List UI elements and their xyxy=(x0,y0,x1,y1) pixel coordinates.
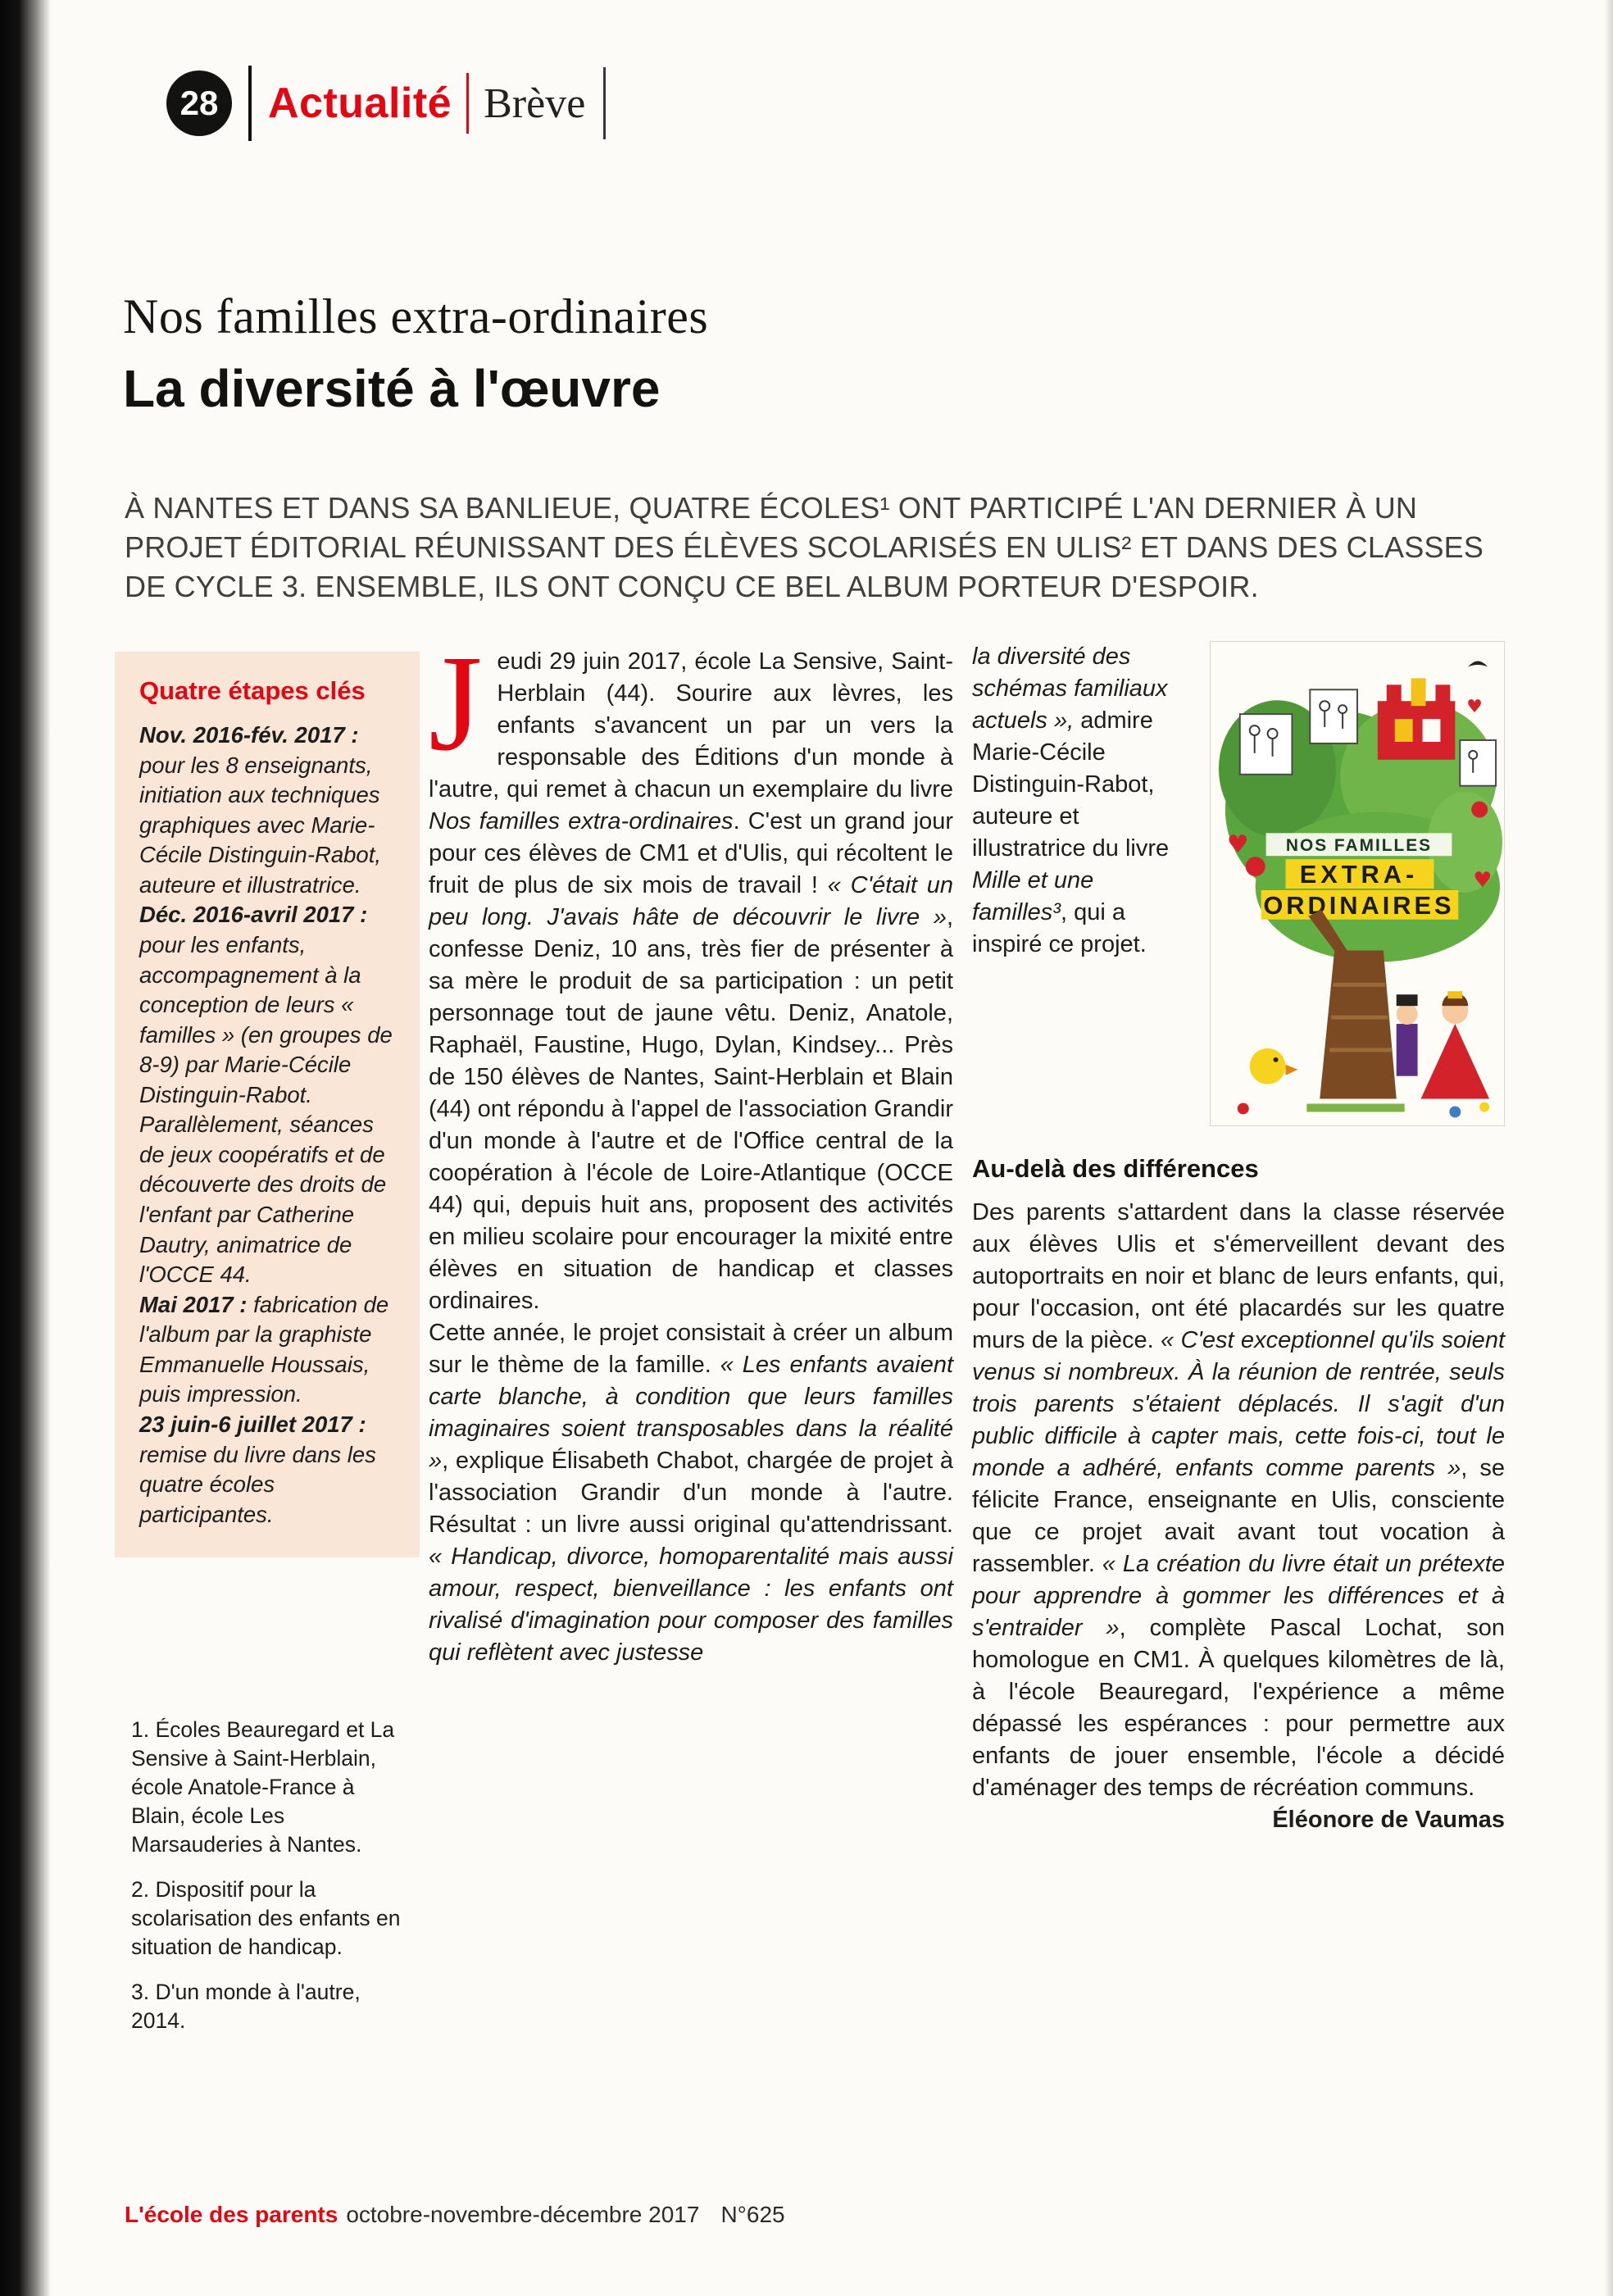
text-segment: « Les enfants avaient carte blanche, à condition que leurs familles imaginaires soient transposables dans la réalité » xyxy=(429,1352,954,1474)
text-segment: « C'était un peu long. J'avais hâte de découvrir le livre » xyxy=(429,872,954,930)
magazine-name: L'école des parents xyxy=(125,2202,339,2227)
text-segment: , complète Pascal Lochat, son homologue en CM1. À quelques kilomètres de là, à l'école Beauregard, l'expérience a même dépassé les espérances : pour permettre aux enfants de jouer ensemble, l'école a décidé d'aménager des temps de récréation communs. xyxy=(972,1615,1505,1801)
sidebar-title: Quatre étapes clés xyxy=(139,676,366,705)
divider xyxy=(603,67,606,139)
svg-text:♥: ♥ xyxy=(1473,867,1493,893)
step-date: 23 juin-6 juillet 2017 : xyxy=(139,1411,366,1437)
text-segment: « Handicap, divorce, homoparentalité mais aussi amour, respect, bienveillance : les enfants ont rivalisé d'imagination pour composer des familles qui reflètent avec justesse xyxy=(429,1544,953,1666)
magician-figure xyxy=(1397,994,1418,1075)
child-figure xyxy=(1306,1104,1404,1112)
page-number-badge: 28 xyxy=(166,70,232,136)
step-date: Déc. 2016-avril 2017 : xyxy=(139,902,368,928)
cover-series: NOS FAMILLES xyxy=(1285,836,1433,856)
sidebar-step xyxy=(139,900,398,1289)
article-column-right xyxy=(972,641,1505,1836)
svg-text:♥: ♥ xyxy=(1226,830,1249,860)
standfirst: À NANTES ET DANS SA BANLIEUE, QUATRE ÉCOLES¹ ONT PARTICIPÉ L'AN DERNIER À UN PROJET ÉDITORIAL RÉUNISSANT DES ÉLÈVES SCOLARISÉS EN ULIS² ET DANS DES CLASSES DE CYCLE 3. ENSEMBLE, ILS ONT CONÇU CE BEL ALBUM PORTEUR D'ESPOIR. xyxy=(125,491,1484,604)
step-text: fabrication de l'album par la graphiste Emmanuelle Houssais, puis impression. xyxy=(139,1291,389,1407)
castle-illustration xyxy=(1378,678,1455,759)
text-segment: Mille et une familles³ xyxy=(972,867,1094,925)
footnote: 1. Écoles Beauregard et La Sensive à Saint-Herblain, école Anatole-France à Blain, école Les Marsauderies à Nantes. xyxy=(131,1717,395,1857)
section-label: Actualité xyxy=(268,80,452,127)
article-title: La diversité à l'œuvre xyxy=(123,359,661,418)
sidebar-step xyxy=(139,721,398,900)
page-header xyxy=(166,66,606,141)
text-segment: , explique Élisabeth Chabot, chargée de projet à l'association Grandir d'un monde à l'autre. Résultat : un livre aussi original qu'attendrissant. xyxy=(429,1448,953,1538)
sidebar-step xyxy=(139,1290,398,1410)
text-segment: « La création du livre était un prétexte pour apprendre à gommer les différences et à s'entraider » xyxy=(972,1551,1505,1641)
step-text: pour les 8 enseignants, initiation aux techniques graphiques avec Marie-Cécile Distinguin-Rabot, auteure et illustratrice. xyxy=(139,752,381,898)
footnotes xyxy=(131,1716,402,2052)
article-kicker: Nos familles extra-ordinaires xyxy=(123,289,709,343)
cover-title-line2: ORDINAIRES xyxy=(1263,890,1455,920)
svg-text:♥: ♥ xyxy=(1466,697,1483,718)
right-top-row xyxy=(972,641,1505,1126)
step-date: Nov. 2016-fév. 2017 : xyxy=(139,722,359,748)
divider xyxy=(466,73,469,134)
scan-edge-left xyxy=(0,0,51,2296)
issue-number: N°625 xyxy=(720,2202,785,2227)
footnote: 3. D'un monde à l'autre, 2014. xyxy=(131,1979,361,2033)
scan-edge-right xyxy=(1605,0,1613,2296)
paragraph-2 xyxy=(429,1317,953,1669)
divider xyxy=(248,66,252,141)
cover-title-line1: EXTRA- xyxy=(1299,860,1419,889)
cover-title-block xyxy=(1261,833,1459,919)
sidebar-box xyxy=(115,652,420,1557)
sidebar-step xyxy=(139,1410,398,1530)
book-cover xyxy=(1210,641,1505,1126)
text-segment: , qui a inspiré ce projet. xyxy=(972,899,1147,957)
text-segment: Cette année, le projet consistait à créer un album sur le thème de la famille. xyxy=(429,1320,953,1378)
text-segment: Nos familles extra-ordinaires xyxy=(429,808,734,834)
step-text: pour les enfants, accompagnement à la conception de leurs « familles » (en groupes de 8-9) par Marie-Cécile Distinguin-Rabot. Parallèlement, séances de jeux coopératifs et de découverte des droits de l'enfant par Catherine Dautry, animatrice de l'OCCE 44. xyxy=(139,931,393,1288)
text-segment: , se félicite France, enseignante en Ulis, consciente que ce projet avait avant tout vocation à rassembler. xyxy=(972,1455,1505,1577)
quote-continuation xyxy=(972,641,1188,1126)
subsection-label: Brève xyxy=(484,80,586,127)
footnote: 2. Dispositif pour la scolarisation des enfants en situation de handicap. xyxy=(131,1876,401,1959)
paragraph-3 xyxy=(972,1197,1505,1833)
drop-cap: J xyxy=(429,627,483,780)
text-segment: « C'est exceptionnel qu'ils soient venus si nombreux. À la réunion de rentrée, seuls trois parents s'étaient déplacés. Il s'agit d'un public difficile à capter mais, cette fois-ci, tout le monde a adhéré, enfants comme parents » xyxy=(972,1327,1505,1481)
issue-date: octobre-novembre-décembre 2017 xyxy=(346,2202,700,2227)
text-segment: , confesse Deniz, 10 ans, très fier de présenter à sa mère le produit de sa participation : un petit personnage tout de jaune vêtu. Deniz, Anatole, Raphaël, Faustine, Hugo, Dylan, Kindsey... Près de 150 élèves de Nantes, Saint-Herblain et Blain (44) ont répondu à l'appel de l'association Grandir d'un monde à l'autre et de l'Office central de la coopération à l'école de Loire-Atlantique (OCCE 44) qui, depuis huit ans, proposent des activités en milieu scolaire pour encourager la mixité entre élèves en situation de handicap et classes ordinaires. xyxy=(429,904,953,1314)
title-block xyxy=(123,289,708,419)
text-segment: la diversité des schémas familiaux actuels », xyxy=(972,643,1168,734)
page-footer xyxy=(125,2202,785,2228)
text-segment: . C'est un grand jour pour ces élèves de CM1 et d'Ulis, qui récoltent le fruit de plus de six mois de travail ! xyxy=(429,808,953,898)
step-date: Mai 2017 : xyxy=(139,1291,248,1317)
paragraph-1 xyxy=(429,627,954,1317)
text-segment: Des parents s'attardent dans la classe réservée aux élèves Ulis et s'émerveillent devant des autoportraits en noir et blanc de leurs enfants, qui, pour l'occasion, ont été placardés sur les quatre murs de la pièce. xyxy=(972,1199,1505,1353)
article-column-main xyxy=(429,627,954,1669)
step-text: remise du livre dans les quatre écoles participantes. xyxy=(139,1441,376,1527)
text-segment: admire Marie-Cécile Distinguin-Rabot, auteure et illustratrice du livre xyxy=(972,707,1170,862)
byline: Éléonore de Vaumas xyxy=(1272,1807,1505,1833)
text-segment: eudi 29 juin 2017, école La Sensive, Saint-Herblain (44). Sourire aux lèvres, les enfants s'avancent un par un vers la responsable des Éditions d'un monde à l'autre, qui remet à chacun un exemplaire du livre xyxy=(429,648,953,802)
section-heading: Au-delà des différences xyxy=(972,1154,1259,1183)
